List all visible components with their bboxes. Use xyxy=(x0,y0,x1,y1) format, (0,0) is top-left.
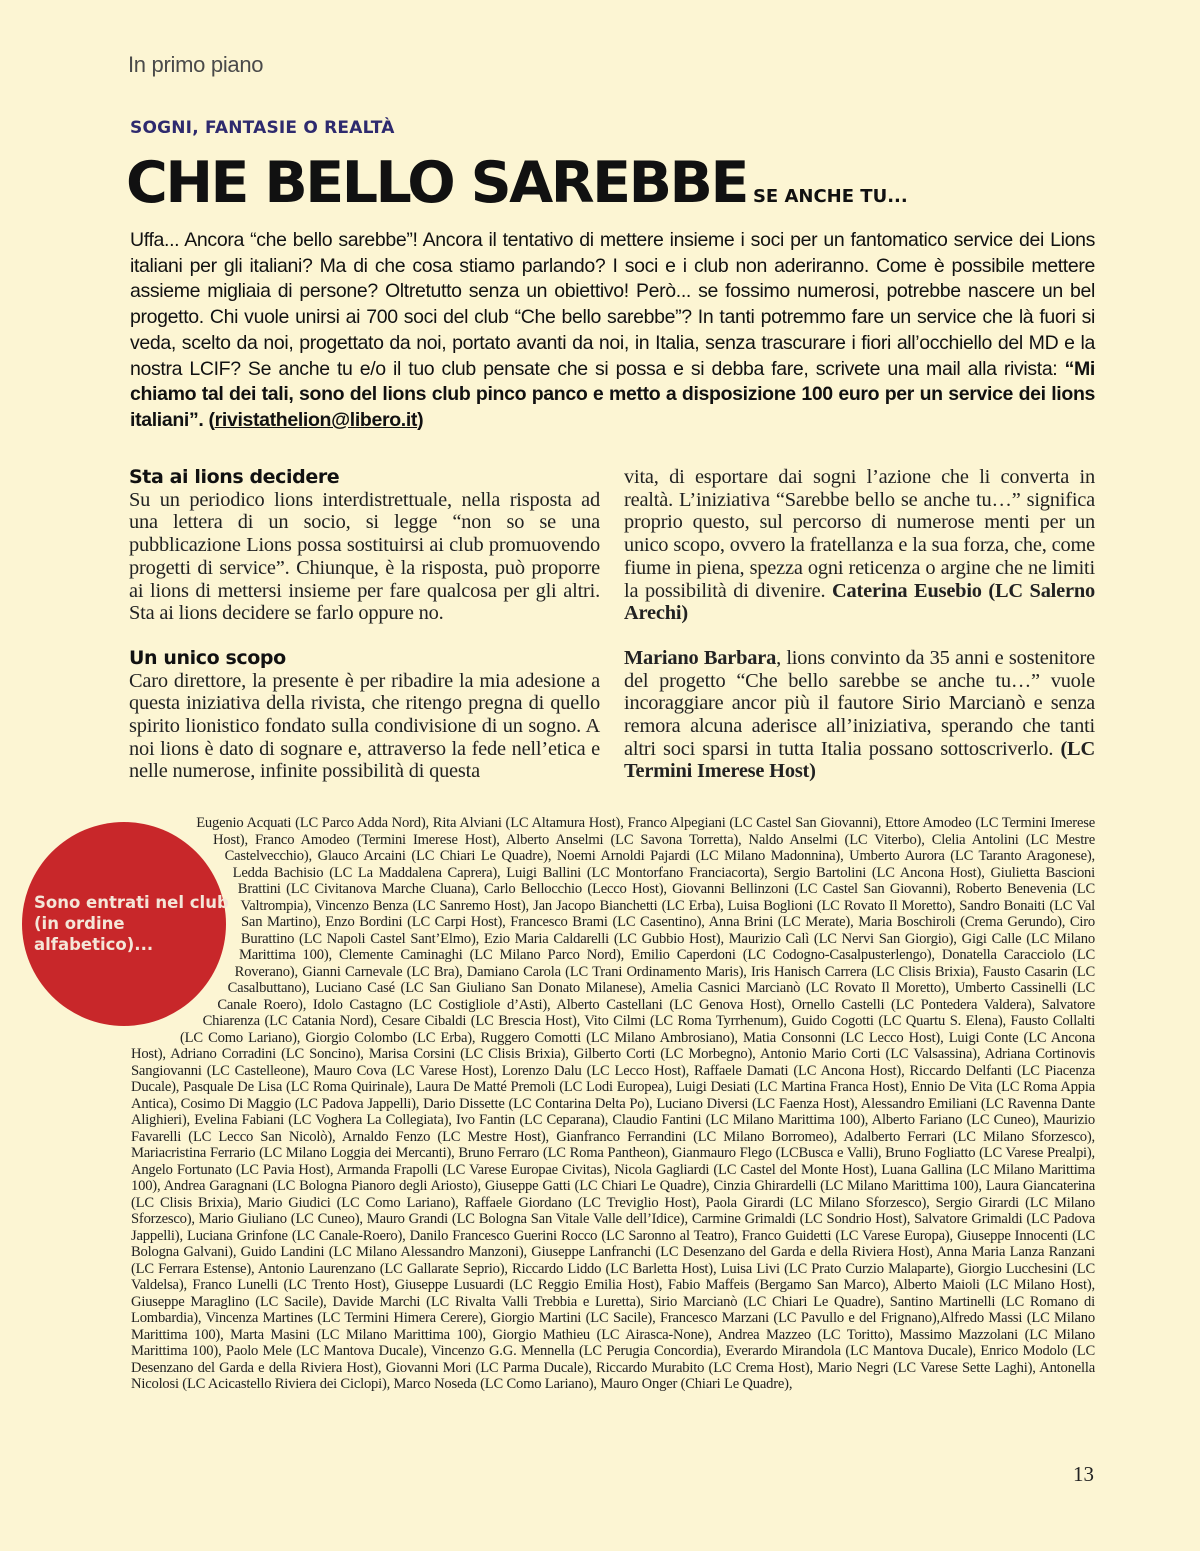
headline-main: CHE BELLO SAREBBE xyxy=(126,150,747,216)
article-kicker: SOGNI, FANTASIE O REALTÀ xyxy=(130,118,395,138)
headline-sub: SE ANCHE TU... xyxy=(752,186,908,207)
section-text-scopo: Caro direttore, la presente è per ribadire la mia adesione a questa iniziativa della rivista, che ritengo pregna di quello spirito lionistico fondato sulla condivisione di un sogno. A noi lions è dato di sognare e, attraverso la fede nell’etica e nelle numerose, infinite possibilità di questa xyxy=(129,669,600,783)
paragraph-gap xyxy=(624,625,1095,647)
article-headline xyxy=(126,150,1086,216)
circle-caption-line1: Sono entrati nel club xyxy=(34,893,229,912)
intro-paragraph xyxy=(130,228,1095,434)
barbara-author: Mariano Barbara xyxy=(624,646,777,669)
barbara-text: , lions convinto da 35 anni e sostenitore del progetto “Che bello sarebbe se anche tu…” vuole incoraggiare ancor più il fautore Sirio Marcianò e senza remora alcuna aderisce all’iniziativa, sperando che tanti altri soci sparsi in tutta Italia possano sottoscriverlo. xyxy=(624,646,1095,760)
members-list xyxy=(131,815,1095,1393)
intro-text: Uffa... Ancora “che bello sarebbe”! Ancora il tentativo di mettere insieme i soci per un fantomatico service dei Lions italiani per gli italiani? Ma di che cosa stiamo parlando? I soci e i club non aderiranno. Come è possibile mettere assieme migliaia di persone? Oltretutto senza un obiettivo! Però... se fossimo numerosi, potrebbe nascere un bel progetto. Chi vuole unirsi ai 700 soci del club “Che bello sarebbe”? In tanti potremmo fare un service che là fuori si veda, scelto da noi, progettato da noi, portato avanti da noi, in Italia, senza trascurare i fiori all’occhiello del MD e la nostra LCIF? Se anche tu e/o il tuo club pensate che si possa e si debba fare, scrivete una mail alla rivista: xyxy=(130,229,1095,380)
letter-text: vita, di esportare dai sogni l’azione che li converta in realtà. L’iniziativa “Sarebbe bello se anche tu…” significa proprio questo, sul percorso di numerose menti per un unico scopo, ovvero la fratellanza e la sua forza, che, come fiume in piena, spezza ogni reticenza o argine che ne limiti la possibilità di divenire. xyxy=(624,466,1095,602)
barbara-club: (LC Termini Imerese Host) xyxy=(624,737,1095,783)
letter-author: Caterina Eusebio (LC Salerno Arechi) xyxy=(624,579,1095,625)
intro-bold-quote: “Mi chiamo tal dei tali, sono del lions club pinco panco e metto a disposizione 100 euro per un service dei lions italiani”. ( xyxy=(130,357,1095,431)
page-number: 13 xyxy=(1073,1462,1094,1486)
paragraph-gap xyxy=(129,625,600,647)
section-heading-scopo: Un unico scopo xyxy=(129,646,286,669)
intro-bold-close: ) xyxy=(417,408,424,431)
members-list-text: Eugenio Acquati (LC Parco Adda Nord), Rita Alviani (LC Altamura Host), Franco Alpegiani (LC Castel San Giovanni), Ettore Amodeo (LC Termini Imerese Host), Franco Amodeo (Termini Imerese Host), Alberto Anselmi (LC Savona Torretta), Naldo Anselmi (LC Viterbo), Clelia Antolini (LC Mestre Castelvecchio), Glauco Arcaini (LC Chiari Le Quadre), Noemi Arnoldi Pajardi (LC Milano Madonnina), Umberto Aurora (LC Taranto Aragonese), Ledda Bachisio (LC La Maddalena Caprera), Luigi Ballini (LC Montorfano Franciacorta), Sergio Bartolini (LC Ancona Host), Giulietta Bascioni Brattini (LC Civitanova Marche Cluana), Carlo Bellocchio (Lecco Host), Giovanni Bellinzoni (LC Castel San Giovanni), Roberto Benevenia (LC Valtrompia), Vincenzo Benza (LC Sanremo Host), Jan Jacopo Bianchetti (LC Erba), Luisa Boglioni (LC Rovato Il Moretto), Sandro Bonaiti (LC Val San Martino), Enzo Bordini (LC Carpi Host), Francesco Brami (LC Casentino), Anna Brini (LC Merate), Maria Boschiroli (Crema Gerundo), Ciro Burattino (LC Napoli Castel Sant’Elmo), Ezio Maria Caldarelli (LC Gubbio Host), Maurizio Calì (LC Nervi San Giorgio), Gigi Calle (LC Milano Marittima 100), Clemente Caminaghi (LC Milano Parco Nord), Emilio Caperdoni (LC Codogno-Casalpusterlengo), Donatella Caracciolo (LC Roverano), Gianni Carnevale (LC Bra), Damiano Carola (LC Trani Ordinamento Maris), Iris Hanisch Carrera (LC Clisis Brixia), Fausto Casarin (LC Casalbuttano), Luciano Casé (LC San Giuliano San Donato Milanese), Amelia Casnici Marcianò (LC Rovato Il Moretto), Umberto Cassinelli (LC Canale Roero), Idolo Castagno (LC Costigliole d’Asti), Alberto Castellani (LC Genova Host), Ornello Castelli (LC Pontedera Valdera), Salvatore Chiarenza (LC Catania Nord), Cesare Cibaldi (LC Brescia Host), Vito Cilmi (LC Roma Tyrrhenum), Guido Cogotti (LC Quartu S. Elena), Fausto Collalti (LC Como Lariano), Giorgio Colombo (LC Erba), Ruggero Comotti (LC Milano Ambrosiano), Matia Consonni (LC Lecco Host), Luigi Conte (LC Ancona Host), Adriano Corradini (LC Soncino), Marisa Corsini (LC Clisis Brixia), Gilberto Corti (LC Morbegno), Antonio Mario Corti (LC Valsassina), Adriana Cortinovis Sangiovanni (LC Castelleone), Mauro Cova (LC Varese Host), Lorenzo Dalu (LC Lecco Host), Raffaele Damati (LC Ancona Host), Riccardo Delfanti (LC Piacenza Ducale), Pasquale De Lisa (LC Roma Quirinale), Laura De Matté Premoli (LC Lodi Europea), Luigi Desiati (LC Martina Franca Host), Ennio De Vita (LC Roma Appia Antica), Cosimo Di Maggio (LC Padova Jappelli), Dario Dissette (LC Contarina Delta Po), Luciano Diversi (LC Faenza Host), Alessandro Emiliani (LC Ravenna Dante Alighieri), Evelina Fabiani (LC Voghera La Collegiata), Ivo Fantin (LC Ceparana), Claudio Fantini (LC Milano Marittima 100), Alberto Fariano (LC Cuneo), Maurizio Favarelli (LC Lecco San Nicolò), Arnaldo Fenzo (LC Mestre Host), Gianfranco Ferrandini (LC Milano Borromeo), Adalberto Ferrari (LC Milano Sforzesco), Mariacristina Ferrario (LC Milano Loggia dei Mercanti), Bruno Ferraro (LC Roma Pantheon), Gianmauro Flego (LCBusca e Valli), Bruno Fogliatto (LC Varese Prealpi), Angelo Fortunato (LC Pavia Host), Armanda Frapolli (LC Varese Europae Civitas), Nicola Gagliardi (LC Castel del Monte Host), Luana Gallina (LC Milano Marittima 100), Andrea Garagnani (LC Bologna Pianoro degli Ariosto), Giuseppe Gatti (LC Chiari Le Quadre), Cinzia Ghirardelli (LC Milano Marittima 100), Laura Giancaterina (LC Clisis Brixia), Mario Giudici (LC Como Lariano), Raffaele Giordano (LC Treviglio Host), Paola Girardi (LC Milano Sforzesco), Sergio Girardi (LC Milano Sforzesco), Mario Giuliano (LC Cuneo), Mauro Grandi (LC Bologna San Vitale Valle dell’Idice), Carmine Grimaldi (LC Sondrio Host), Salvatore Grimaldi (LC Padova Jappelli), Luciana Grinfone (LC Canale-Roero), Danilo Francesco Guerini Rocco (LC Saronno al Teatro), Franco Guidetti (LC Varese Europa), Giuseppe Innocenti (LC Bologna Galvani), Guido Landini (LC Milano Alessandro Manzoni), Giuseppe Lanfranchi (LC Desenzano del Garda e della Riviera Host), Anna Maria Lanza Ranzani (LC Ferrara Estense), Antonio Laurenzano (LC Gallarate Seprio), Riccardo Liddo (LC Barletta Host), Luisa Livi (LC Prato Curzio Malaparte), Giorgio Lucchesini (LC Valdelsa), Franco Lunelli (LC Trento Host), Giuseppe Lusuardi (LC Reggio Emilia Host), Fabio Maffeis (Bergamo San Marco), Alberto Maioli (LC Milano Host), Giuseppe Maraglino (LC Sacile), Davide Marchi (LC Rivalta Valli Trebbia e Luretta), Sirio Marcianò (LC Chiari Le Quadre), Santino Martinelli (LC Romano di Lombardia), Vincenza Martines (LC Termini Himera Cerere), Giorgio Martini (LC Sacile), Francesco Marzani (LC Pavullo e del Frignano),Alfredo Massi (LC Milano Marittima 100), Marta Masini (LC Milano Marittima 100), Giorgio Mathieu (LC Airasca-None), Andrea Mazzeo (LC Toritto), Massimo Mazzolani (LC Milano Marittima 100), Paolo Mele (LC Mantova Ducale), Vincenzo G.G. Mennella (LC Perugia Concordia), Everardo Mirandola (LC Mantova Ducale), Enrico Modolo (LC Desenzano del Garda e della Riviera Host), Giovanni Mori (LC Parma Ducale), Riccardo Murabito (LC Crema Host), Mario Negri (LC Varese Sette Laghi), Antonella Nicolosi (LC Acicastello Riviera dei Ciclopi), Marco Noseda (LC Como Lariano), Mauro Onger (Chiari Le Quadre), xyxy=(131,815,1095,1392)
email-link[interactable]: rivistathelion@libero.it xyxy=(214,408,418,431)
section-heading-decidere: Sta ai lions decidere xyxy=(129,466,340,488)
left-column xyxy=(129,466,600,783)
right-column xyxy=(624,466,1095,783)
letter-continuation xyxy=(624,466,1095,625)
barbara-paragraph xyxy=(624,647,1095,783)
section-label: In primo piano xyxy=(128,52,264,77)
circle-caption-line2: (in ordine alfabetico)... xyxy=(34,914,154,954)
section-text-decidere: Su un periodico lions interdistrettuale, nella risposta ad una lettera di un socio, si legge “non so se una pubblicazione Lions possa sostituirsi ai club promuovendo progetti di service”. Chiunque, è la risposta, può proporre ai lions di mettersi insieme per fare qualcosa per gli altri. Sta ai lions decidere se farlo oppure no. xyxy=(129,488,600,625)
